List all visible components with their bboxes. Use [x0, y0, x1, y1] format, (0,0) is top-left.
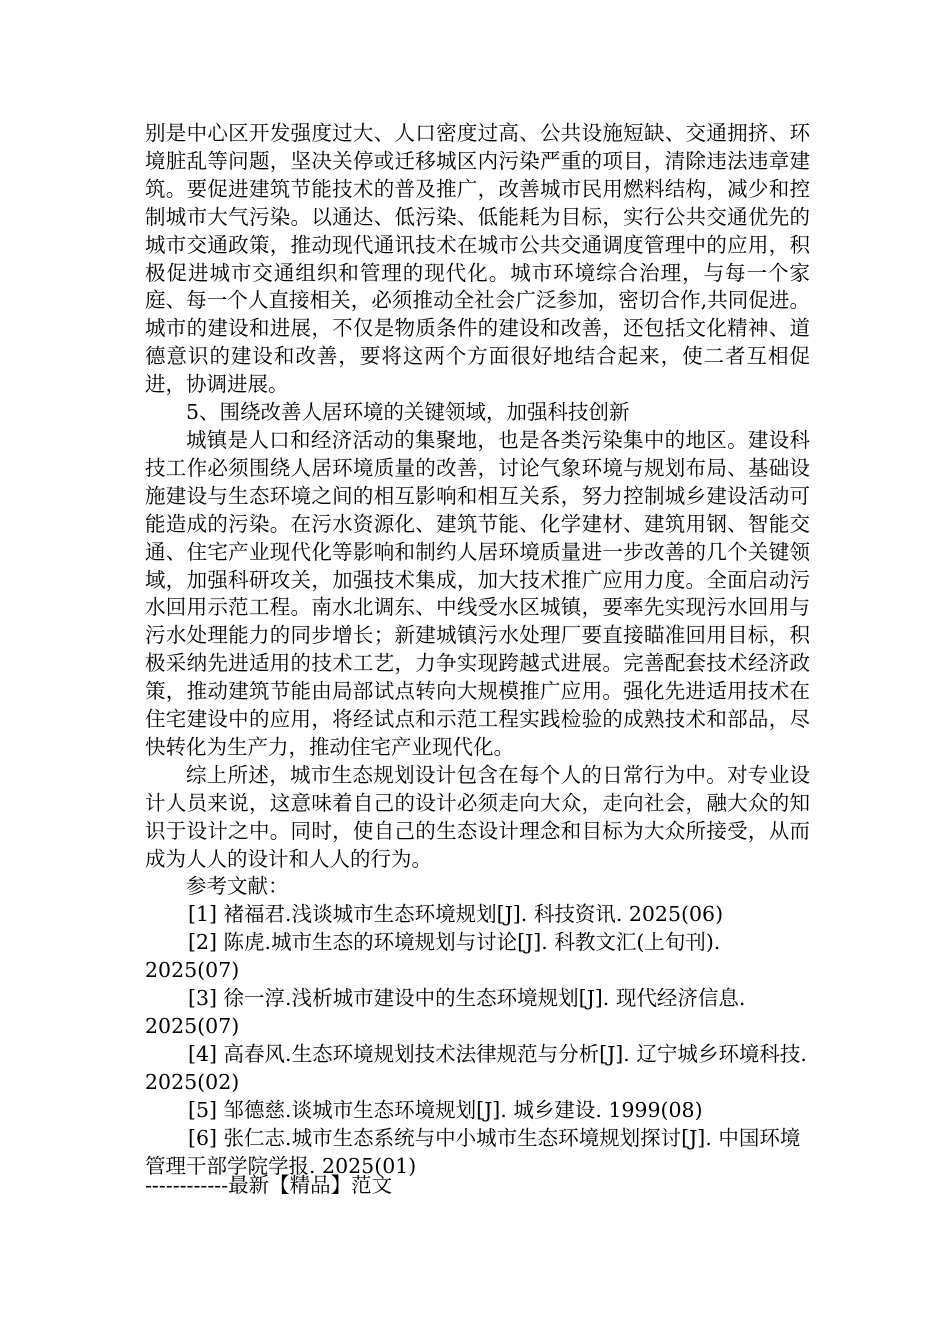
reference-item: [2] 陈虎.城市生态的环境规划与讨论[J]. 科教文汇(上旬刊). 2025(07): [145, 930, 721, 983]
section-heading: 5、围绕改善人居环境的关键领域，加强科技创新: [186, 400, 630, 425]
body-paragraph: 别是中心区开发强度过大、人口密度过高、公共设施短缺、交通拥挤、环境脏乱等问题，坚决关停或迁移城区内污染严重的项目，清除违法违章建筑。要促进建筑节能技术的普及推广，改善城市民用燃料结构，减少和控制城市大气污染。以通达、低污染、低能耗为目标，实行公共交通优先的城市交通政策，推动现代通讯技术在城市公共交通调度管理中的应用，积极促进城市交通组织和管理的现代化。城市环境综合治理，与每一个家庭、每一个人直接相关，必须推动全社会广泛参加，密切合作,共同促进。城市的建设和进展，不仅是物质条件的建设和改善，还包括文化精神、道德意识的建设和改善，要将这两个方面很好地结合起来，使二者互相促进，协调进展。: [145, 121, 810, 397]
reference-item: [6] 张仁志.城市生态系统与中小城市生态环境规划探讨[J]. 中国环境管理干部学院学报. 2025(01): [145, 1125, 801, 1178]
reference-item: [4] 高春风.生态环境规划技术法律规范与分析[J]. 辽宁城乡环境科技. 2025(02): [145, 1041, 807, 1094]
conclusion-paragraph: 综上所述，城市生态规划设计包含在每个人的日常行为中。对专业设计人员来说，这意味着自己的设计必须走向大众，走向社会，融大众的知识于设计之中。同时，使自己的生态设计理念和目标为大众所接受，从而成为人人的设计和人人的行为。: [145, 762, 810, 871]
reference-list: [145, 901, 810, 1180]
page-footer: ------------最新【精品】范文: [145, 1173, 393, 1197]
reference-item: [1] 褚福君.浅谈城市生态环境规划[J]. 科技资讯. 2025(06): [188, 902, 724, 927]
references-heading: 参考文献：: [186, 874, 289, 899]
reference-item: [3] 徐一淳.浅析城市建设中的生态环境规划[J]. 现代经济信息. 2025(07): [145, 986, 746, 1038]
document-body: [145, 120, 810, 1180]
reference-item: [5] 邹德慈.谈城市生态环境规划[J]. 城乡建设. 1999(08): [188, 1097, 703, 1122]
body-paragraph: 城镇是人口和经济活动的集聚地，也是各类污染集中的地区。建设科技工作必须围绕人居环境质量的改善，讨论气象环境与规划布局、基础设施建设与生态环境之间的相互影响和相互关系，努力控制城乡建设活动可能造成的污染。在污水资源化、建筑节能、化学建材、建筑用钢、智能交通、住宅产业现代化等影响和制约人居环境质量进一步改善的几个关键领域，加强科研攻关，加强技术集成，加大技术推广应用力度。全面启动污水回用示范工程。南水北调东、中线受水区城镇，要率先实现污水回用与污水处理能力的同步增长；新建城镇污水处理厂要直接瞄准回用目标，积极采纳先进适用的技术工艺，力争实现跨越式进展。完善配套技术经济政策，推动建筑节能由局部试点转向大规模推广应用。强化先进适用技术在住宅建设中的应用，将经试点和示范工程实践检验的成熟技术和部品，尽快转化为生产力，推动住宅产业现代化。: [145, 427, 810, 759]
